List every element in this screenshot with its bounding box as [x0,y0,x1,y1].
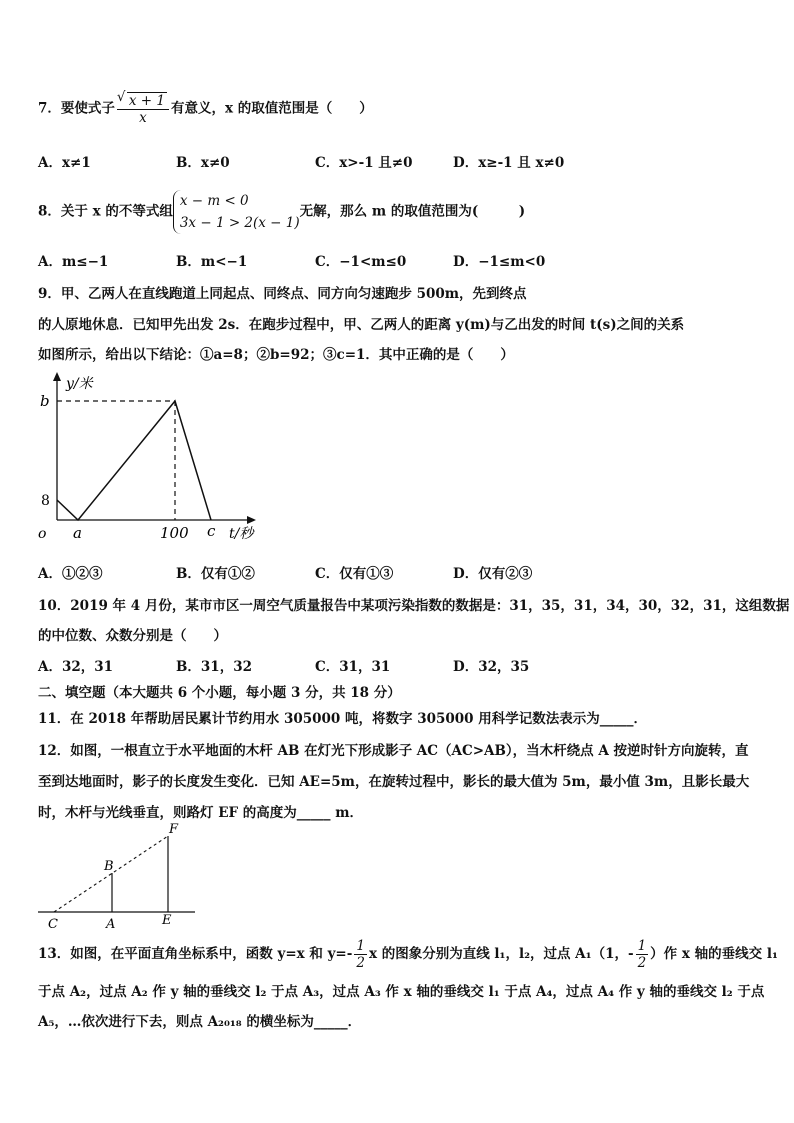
q9-line-2: 的人原地休息．已知甲先出发 2s．在跑步过程中，甲、乙两人的距离 y(m)与乙出发的时间 t(s)之间的关系 [38,317,685,333]
q7-prefix: 7．要使式子 [38,100,115,117]
q10-option-c[interactable]: C．31，31 [315,659,391,675]
q12-figure [30,818,210,933]
q13-fraction-1-den: 2 [356,955,365,971]
q12-line-1: 12．如图，一根直立于水平地面的木杆 AB 在灯光下形成影子 AC（AC>AB），当木杆绕点 A 按逆时针方向旋转，直 [38,743,749,759]
q9-line-1: 9．甲、乙两人在直线跑道上同起点、同终点、同方向匀速跑步 500m，先到终点 [38,286,527,302]
q7-option-a[interactable]: A．x≠1 [38,155,91,171]
q12-label-f: F [169,822,179,837]
q9-graph [30,368,270,548]
q10-option-d[interactable]: D．32，35 [453,659,530,675]
q8-inequality-1: x − m < 0 [179,193,249,209]
q7-fraction [117,92,169,126]
q7-denominator: x [139,110,147,126]
q13-line-1 [38,938,778,971]
q9-b-label: b [40,392,50,410]
q13-fraction-2-den: 2 [637,955,647,971]
q10-line-2: 的中位数、众数分别是（ ） [38,628,227,644]
q9-option-d[interactable]: D．仅有②③ [453,566,533,582]
q7-option-d[interactable]: D．x≥-1 且 x≠0 [453,155,565,171]
q12-label-b: B [104,859,114,874]
q8-inequality-system [173,190,300,234]
q13-fraction-1 [354,938,367,971]
q13-mid: x 的图象分别为直线 l₁，l₂，过点 A₁（1，- [368,946,634,962]
q9-c-label: c [207,522,216,540]
q9-option-a[interactable]: A．①②③ [38,566,103,582]
q8-option-a[interactable]: A．m≤−1 [38,254,109,270]
q12-light-ray [54,836,168,912]
q9-origin-label: o [38,526,47,542]
q12-line-3: 时，木杆与光线垂直，则路灯 EF 的高度为_____ m． [38,805,364,821]
q11-stem: 11．在 2018 年帮助居民累计节约用水 305000 吨，将数字 305000 用科学记数法表示为_____． [38,711,648,727]
q13-line-3: A₅，…依次进行下去，则点 A₂₀₁₈ 的横坐标为_____． [38,1014,362,1030]
q13-fraction-2-num: 1 [637,938,647,954]
q9-100-label: 100 [160,524,189,542]
q7-sqrt-numerator: √ x + 1 [127,92,167,109]
q9-option-c[interactable]: C．仅有①③ [315,566,394,582]
q8-option-d[interactable]: D．−1≤m<0 [453,254,546,270]
q12-label-a: A [106,917,116,932]
q9-x-label: t/秒 [229,526,254,542]
q12-label-e: E [162,913,172,928]
q7-suffix: 有意义，x 的取值范围是（ ） [171,100,373,117]
q13-suffix: ）作 x 轴的垂线交 l₁ [650,946,778,962]
q10-option-b[interactable]: B．31，32 [176,659,252,675]
q9-option-b[interactable]: B．仅有①② [176,566,255,582]
q12-label-c: C [48,917,58,932]
q9-a-label: a [73,524,82,542]
q9-distance-line [57,401,211,520]
q13-line-2: 于点 A₂，过点 A₂ 作 y 轴的垂线交 l₂ 于点 A₃，过点 A₃ 作 x 轴的垂线交 l₁ 于点 A₄，过点 A₄ 作 y 轴的垂线交 l₂ 于点 [38,984,765,1000]
q13-prefix: 13．如图，在平面直角坐标系中，函数 y=x 和 y=- [38,946,353,962]
q8-prefix: 8．关于 x 的不等式组 [38,203,173,220]
q12-line-2: 至到达地面时，影子的长度发生变化．已知 AE=5m，在旋转过程中，影长的最大值为 5m，最小值 3m，且影长最大 [38,774,750,790]
q8-option-c[interactable]: C．−1<m≤0 [315,254,407,270]
q10-option-a[interactable]: A．32，31 [38,659,114,675]
q9-x-arrow [247,516,256,524]
q8-suffix: 无解，那么 m 的取值范围为( ) [299,203,526,220]
q7-stem [38,92,373,126]
section-2-heading: 二、填空题（本大题共 6 个小题，每小题 3 分，共 18 分） [38,685,401,701]
q9-y-label: y/米 [66,376,93,392]
q8-inequality-2: 3x − 1 > 2(x − 1) [179,215,300,231]
q8-option-b[interactable]: B．m<−1 [176,254,248,270]
q8-stem [38,190,525,234]
q13-fraction-1-num: 1 [356,938,365,954]
q9-line-3: 如图所示，给出以下结论：①a=8；②b=92；③c=1．其中正确的是（ ） [38,347,514,363]
q9-eight-label: 8 [41,493,50,509]
q7-option-c[interactable]: C．x>-1 且≠0 [315,155,413,171]
q10-line-1: 10．2019 年 4 月份，某市市区一周空气质量报告中某项污染指数的数据是：31，35，31，34，30，32，31，这组数据 [38,598,790,614]
q13-fraction-2 [636,938,649,971]
q9-y-arrow [53,372,61,381]
q7-option-b[interactable]: B．x≠0 [176,155,230,171]
